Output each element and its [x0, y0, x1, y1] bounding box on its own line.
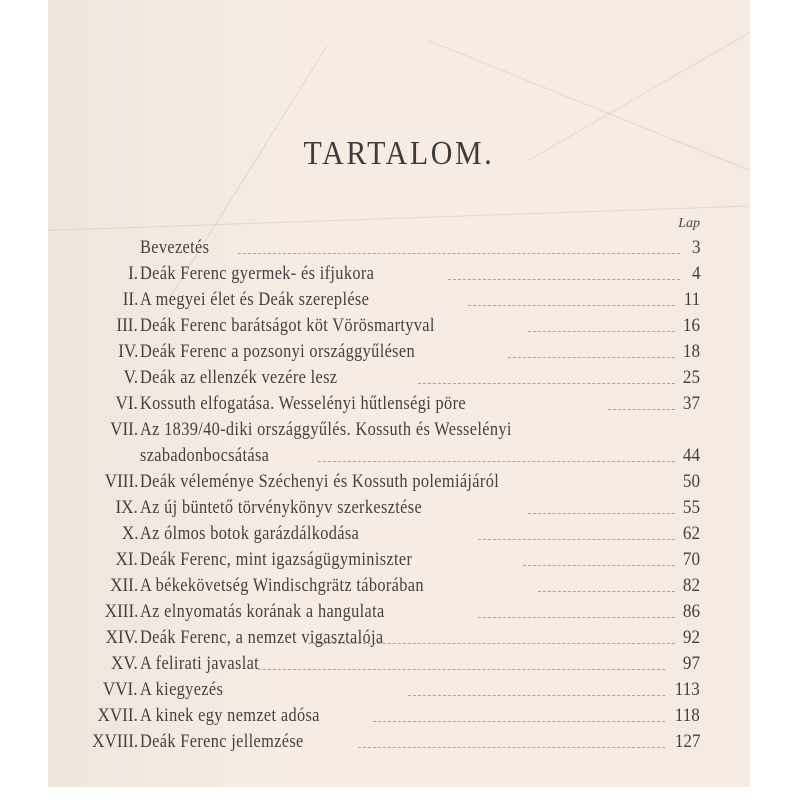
toc-entry	[48, 418, 750, 442]
chapter-title: Deák Ferenc, mint igazságügyminiszter	[140, 549, 413, 570]
chapter-page: 113	[674, 679, 700, 700]
chapter-page: 127	[674, 731, 700, 752]
toc-entry	[48, 522, 750, 546]
chapter-page: 86	[682, 601, 700, 622]
chapter-numeral: XII.	[109, 575, 138, 596]
chapter-numeral: V.	[123, 367, 138, 388]
toc-entry	[48, 392, 750, 416]
dot-leader	[538, 591, 675, 592]
chapter-numeral: XIII.	[104, 601, 138, 622]
chapter-numeral: VII.	[109, 419, 138, 440]
toc-entry	[48, 314, 750, 338]
dot-leader	[478, 539, 675, 540]
chapter-page: 82	[682, 575, 700, 596]
toc-entry	[48, 236, 750, 260]
chapter-title: A kiegyezés	[140, 679, 224, 700]
chapter-page: 11	[683, 289, 700, 310]
chapter-page: 25	[682, 367, 700, 388]
dot-leader	[448, 279, 680, 280]
toc-entry	[48, 288, 750, 312]
dot-leader	[408, 695, 665, 696]
toc-entry	[48, 678, 750, 702]
chapter-numeral: IX.	[115, 497, 138, 518]
chapter-title: A békekövetség Windischgrätz táborában	[140, 575, 424, 596]
dot-leader	[308, 643, 675, 644]
chapter-page: 97	[682, 653, 700, 674]
chapter-numeral: VI.	[115, 393, 138, 414]
chapter-title: A felirati javaslat	[140, 653, 260, 674]
paper-crease	[428, 40, 750, 198]
chapter-numeral: XVIII.	[91, 731, 138, 752]
dot-leader	[523, 565, 675, 566]
toc-entry	[48, 548, 750, 572]
toc-entry	[48, 340, 750, 364]
chapter-numeral: X.	[121, 523, 138, 544]
toc-entry	[48, 730, 750, 754]
toc-entry	[48, 600, 750, 624]
chapter-title: Az ólmos botok garázdálkodása	[140, 523, 360, 544]
chapter-page: 118	[674, 705, 700, 726]
chapter-numeral: IV.	[117, 341, 138, 362]
chapter-numeral: II.	[122, 289, 138, 310]
dot-leader	[418, 383, 675, 384]
dot-leader	[318, 461, 675, 462]
chapter-numeral: XIV.	[105, 627, 138, 648]
chapter-numeral: XV.	[111, 653, 138, 674]
toc-entry	[48, 626, 750, 650]
chapter-title: Az 1839/40-diki országgyűlés. Kossuth és Wesselényi	[140, 419, 512, 440]
chapter-title: A kinek egy nemzet adósa	[140, 705, 320, 726]
dot-leader	[528, 513, 675, 514]
dot-leader	[478, 617, 675, 618]
toc-entry	[48, 366, 750, 390]
paper-crease	[48, 206, 748, 231]
chapter-page: 4	[691, 263, 700, 284]
chapter-title: Deák Ferenc jellemzése	[140, 731, 304, 752]
toc-entry	[48, 496, 750, 520]
chapter-numeral: XVII.	[97, 705, 138, 726]
toc-entry	[48, 262, 750, 286]
chapter-page: 92	[682, 627, 700, 648]
chapter-page: 62	[682, 523, 700, 544]
chapter-numeral: XI.	[115, 549, 138, 570]
toc-entry	[48, 652, 750, 676]
chapter-title: Deák Ferenc gyermek- és ifjukora	[140, 263, 375, 284]
chapter-page: 70	[682, 549, 700, 570]
chapter-page: 37	[682, 393, 700, 414]
toc-entry	[48, 444, 750, 468]
chapter-title: Az elnyomatás korának a hangulata	[140, 601, 385, 622]
chapter-title: Deák Ferenc a pozsonyi országgyűlésen	[140, 341, 415, 362]
chapter-numeral: VIII.	[104, 471, 138, 492]
page-column-label: Lap	[678, 216, 700, 231]
chapter-page: 50	[682, 471, 700, 492]
toc-entry	[48, 704, 750, 728]
dot-leader	[608, 409, 675, 410]
chapter-page: 44	[682, 445, 700, 466]
dot-leader	[238, 253, 680, 254]
dot-leader	[528, 331, 675, 332]
chapter-page: 3	[691, 237, 700, 258]
chapter-page: 16	[682, 315, 700, 336]
chapter-page: 55	[682, 497, 700, 518]
dot-leader	[508, 357, 675, 358]
book-page	[48, 0, 750, 787]
toc-entry	[48, 470, 750, 494]
chapter-title: Kossuth elfogatása. Wesselényi hűtlenségi pöre	[140, 393, 466, 414]
dot-leader	[468, 305, 675, 306]
chapter-title: Deák Ferenc, a nemzet vigasztalója	[140, 627, 384, 648]
chapter-title: Bevezetés	[140, 237, 210, 258]
chapter-title: Deák Ferenc barátságot köt Vörösmartyval	[140, 315, 435, 336]
dot-leader	[258, 669, 665, 670]
dot-leader	[358, 747, 665, 748]
chapter-title: Deák az ellenzék vezére lesz	[140, 367, 338, 388]
toc-entry	[48, 574, 750, 598]
chapter-page: 18	[682, 341, 700, 362]
chapter-title: Deák véleménye Széchenyi és Kossuth polemiájáról	[140, 471, 500, 492]
chapter-title: Az új büntető törvénykönyv szerkesztése	[140, 497, 423, 518]
chapter-numeral: III.	[116, 315, 138, 336]
dot-leader	[373, 721, 665, 722]
chapter-numeral: I.	[128, 263, 138, 284]
chapter-numeral: VVI.	[103, 679, 138, 700]
chapter-title: A megyei élet és Deák szereplése	[140, 289, 370, 310]
page-title: TARTALOM.	[303, 134, 495, 172]
chapter-title: szabadonbocsátása	[140, 445, 270, 466]
